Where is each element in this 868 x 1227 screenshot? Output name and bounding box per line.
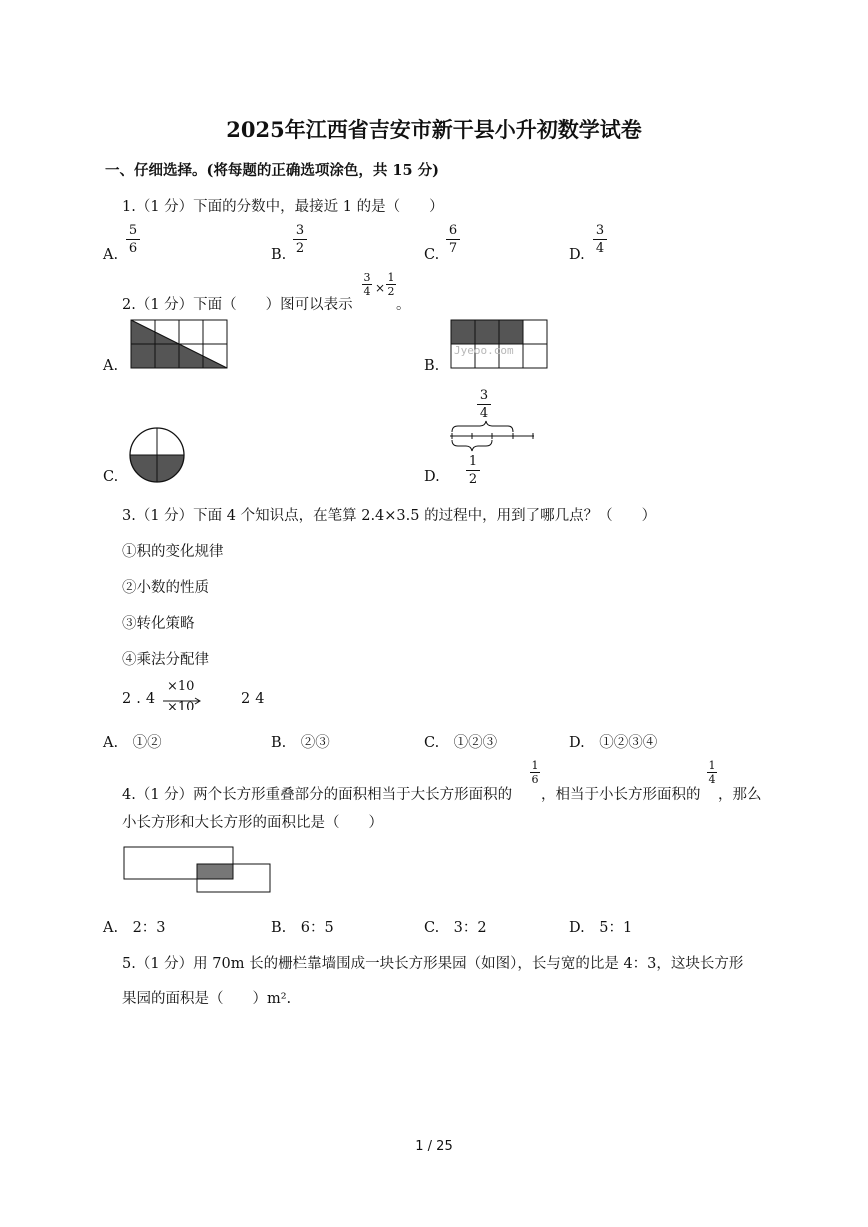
q2-option-d-segment-diagram [450,420,536,456]
q3-option-a[interactable]: A. ①② [103,735,162,751]
q1-option-c-label[interactable]: C. [424,247,440,263]
q2-times-sign: × [375,281,386,295]
q3-calc-right: 24 [241,691,270,707]
question-1-stem: 1.（1 分）下面的分数中，最接近 1 的是（ ） [122,199,444,215]
q4-fraction-1-4: 1 4 [708,759,716,786]
q2-option-c-label[interactable]: C. [103,469,119,485]
q3-point-2: ②小数的性质 [122,580,209,596]
q3-option-b[interactable]: B. ②③ [271,735,330,751]
q2-option-a-diagram [131,320,228,369]
q2-option-b-label[interactable]: B. [424,358,440,374]
q3-point-4: ④乘法分配律 [122,652,209,668]
q4-option-c[interactable]: C. 3：2 [424,920,487,936]
watermark: Jyeoo.com [454,344,514,357]
question-4-line-2: 小长方形和大长方形的面积比是（ ） [122,815,383,831]
question-4-stem-b: ，相当于小长方形面积的 [541,787,701,803]
question-2-stem: 2.（1 分）下面（ ）图可以表示 [122,297,353,313]
q2-option-c-circle [129,427,185,483]
q1-option-a-label[interactable]: A. [103,247,119,263]
q4-fraction-1-6: 1 6 [531,759,539,786]
q2-stem-end: 。 [396,297,411,313]
section-heading: 一、仔细选择。(将每题的正确选项涂色，共 15 分) [105,162,439,179]
question-5-line-2: 果园的面积是（ ）m². [122,991,292,1007]
q3-calc-left: 2.4 [122,691,161,707]
question-4-stem-a: 4.（1 分）两个长方形重叠部分的面积相当于大长方形面积的 [122,787,513,803]
q3-arrow-label-lower: ×10 [167,700,195,710]
page-number: 1 / 25 [415,1139,453,1154]
q1-option-b-label[interactable]: B. [271,247,287,263]
q2-option-d-label[interactable]: D. [424,469,440,485]
q1-option-b-fraction: 3 2 [293,224,307,255]
q3-point-1: ①积的变化规律 [122,544,224,560]
q2-option-a-label[interactable]: A. [103,358,119,374]
q1-option-d-fraction: 3 4 [593,224,607,255]
question-4-stem-c: ，那么 [718,787,762,803]
q3-option-d[interactable]: D. ①②③④ [569,735,658,751]
q1-option-c-fraction: 6 7 [446,224,460,255]
q2-fraction-1-2: 1 2 [387,271,395,298]
q3-arrow-label: ×10 [167,679,195,694]
q4-option-a[interactable]: A. 2：3 [103,920,166,936]
question-3-stem: 3.（1 分）下面 4 个知识点，在笔算 2.4×3.5 的过程中，用到了哪几点？（ ） [122,508,657,524]
page-title: 2025年江西省吉安市新干县小升初数学试卷 [226,117,642,142]
q2-d-fraction-top: 3 4 [477,389,491,420]
q4-option-b[interactable]: B. 6：5 [271,920,334,936]
q1-option-a-fraction: 5 6 [126,224,140,255]
q2-d-fraction-bottom: 1 2 [466,455,480,486]
q4-option-d[interactable]: D. 5：1 [569,920,633,936]
question-5-line-1: 5.（1 分）用 70m 长的栅栏靠墙围成一块长方形果园（如图），长与宽的比是 4：3，这块长方形 [122,956,744,972]
q3-option-c[interactable]: C. ①②③ [424,735,498,751]
q4-overlap-rectangles [123,846,273,894]
q2-fraction-3-4: 3 4 [363,271,371,298]
q3-point-3: ③转化策略 [122,616,195,632]
q1-option-d-label[interactable]: D. [569,247,585,263]
